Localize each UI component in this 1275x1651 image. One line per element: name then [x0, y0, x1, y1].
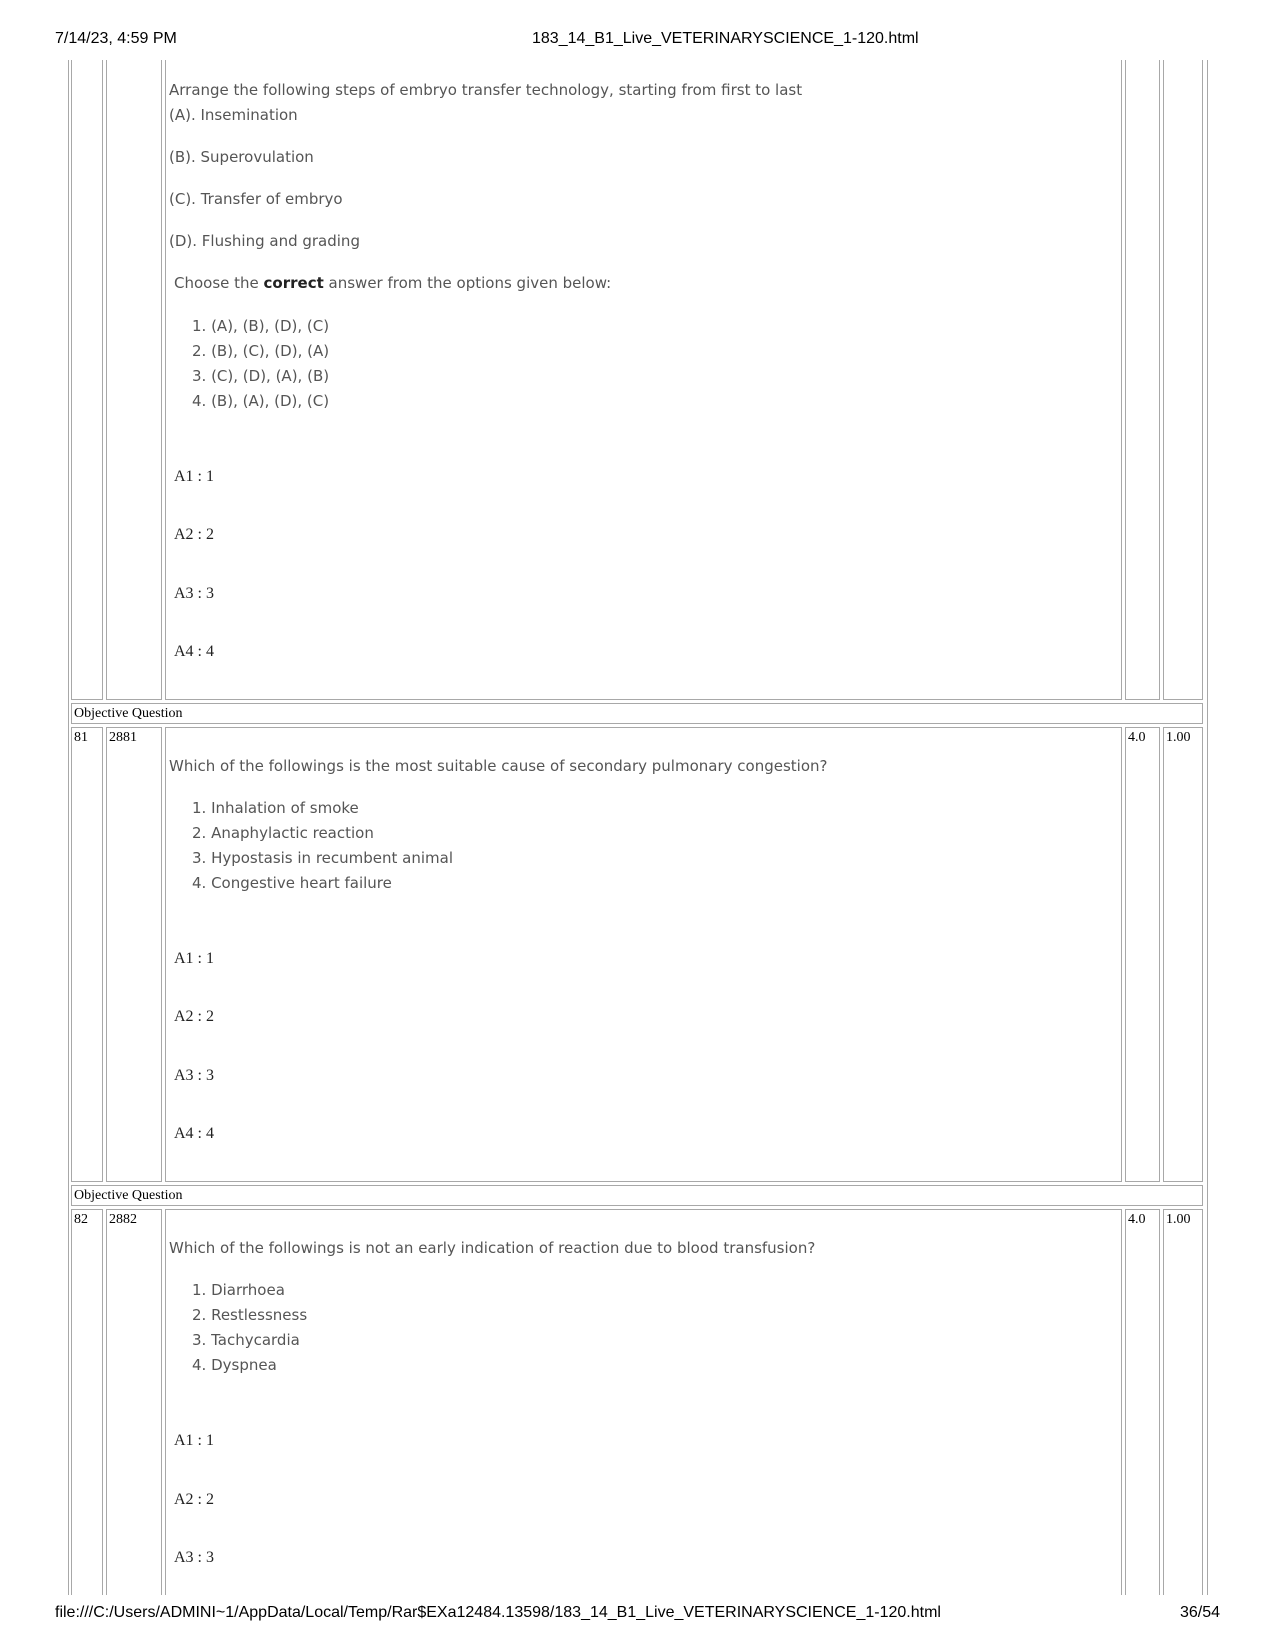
q81-answer-4: A4 : 4 — [174, 1125, 214, 1142]
q82-option-1: 1. Diarrhoea — [192, 1281, 285, 1299]
q80-option-3: 3. (C), (D), (A), (B) — [192, 367, 330, 385]
q80-choose-pre: Choose the — [174, 274, 264, 292]
q81-qid: 2881 — [106, 727, 162, 1182]
q81-option-3: 3. Hypostasis in recumbent animal — [192, 849, 454, 867]
q80-answer-2: A2 : 2 — [174, 526, 214, 543]
page-number: 36/54 — [1179, 1604, 1220, 1621]
q82-stem: Which of the followings is not an early indication of reaction due to blood transfusion? — [169, 1239, 816, 1257]
q81-type-row: Objective Question — [71, 703, 1203, 724]
q80-neg-cell — [1163, 60, 1203, 700]
q81-marks: 4.0 — [1125, 727, 1160, 1182]
q80-answer-1: A1 : 1 — [174, 468, 214, 485]
q81-answer-1: A1 : 1 — [174, 950, 214, 967]
q80-option-4: 4. (B), (A), (D), (C) — [192, 392, 330, 410]
q81-option-2: 2. Anaphylactic reaction — [192, 824, 374, 842]
q81-option-4: 4. Congestive heart failure — [192, 874, 392, 892]
q80-item-a: (A). Insemination — [169, 106, 298, 124]
q80-item-c: (C). Transfer of embryo — [169, 190, 343, 208]
q81-option-1: 1. Inhalation of smoke — [192, 799, 359, 817]
q81-content-cell — [165, 727, 1122, 1182]
q81-negative-marks: 1.00 — [1163, 727, 1203, 1182]
q80-choose-instruction — [174, 274, 611, 292]
q82-answer-3: A3 : 3 — [174, 1549, 214, 1566]
q82-marks: 4.0 — [1125, 1209, 1160, 1595]
q82-answer-2: A2 : 2 — [174, 1491, 214, 1508]
q80-sno-cell — [71, 60, 103, 700]
q80-answer-4: A4 : 4 — [174, 643, 214, 660]
q81-stem: Which of the followings is the most suitable cause of secondary pulmonary congestion? — [169, 757, 828, 775]
q80-option-1: 1. (A), (B), (D), (C) — [192, 317, 330, 335]
q82-option-3: 3. Tachycardia — [192, 1331, 300, 1349]
q80-answer-3: A3 : 3 — [174, 585, 214, 602]
q82-content-cell — [165, 1209, 1122, 1595]
q80-marks-cell — [1125, 60, 1160, 700]
q82-option-4: 4. Dyspnea — [192, 1356, 277, 1374]
q80-item-b: (B). Superovulation — [169, 148, 314, 166]
q82-answer-1: A1 : 1 — [174, 1432, 214, 1449]
q80-choose-bold: correct — [263, 274, 324, 292]
file-path: file:///C:/Users/ADMINI~1/AppData/Local/Temp/Rar$EXa12484.13598/183_14_B1_Live_VETERINARYSCIENCE_1-120.html — [55, 1604, 941, 1621]
q82-negative-marks: 1.00 — [1163, 1209, 1203, 1595]
q81-answer-2: A2 : 2 — [174, 1008, 214, 1025]
q80-item-d: (D). Flushing and grading — [169, 232, 360, 250]
q80-choose-post: answer from the options given below: — [323, 274, 612, 292]
q82-option-2: 2. Restlessness — [192, 1306, 308, 1324]
q82-qid: 2882 — [106, 1209, 162, 1595]
q81-sno: 81 — [71, 727, 103, 1182]
q81-answer-3: A3 : 3 — [174, 1067, 214, 1084]
q82-type-row: Objective Question — [71, 1185, 1203, 1206]
page-title: 183_14_B1_Live_VETERINARYSCIENCE_1-120.html — [532, 30, 919, 47]
q82-sno: 82 — [71, 1209, 103, 1595]
q80-stem: Arrange the following steps of embryo transfer technology, starting from first to last — [169, 81, 803, 99]
q80-option-2: 2. (B), (C), (D), (A) — [192, 342, 330, 360]
print-datetime: 7/14/23, 4:59 PM — [55, 30, 177, 47]
q80-qid-cell — [106, 60, 162, 700]
